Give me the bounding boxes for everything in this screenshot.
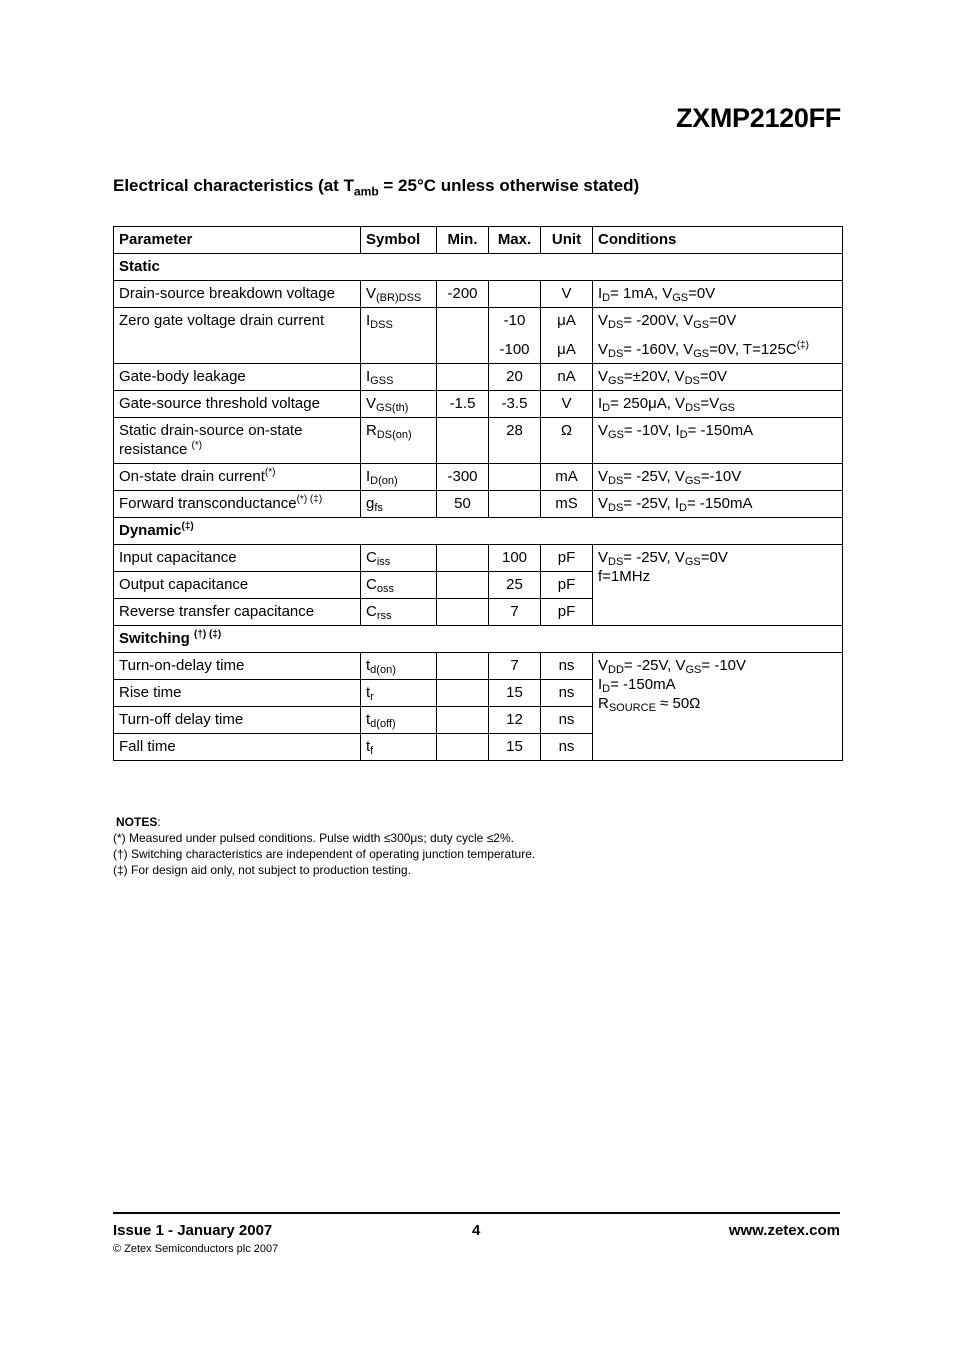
cond-text: = -160V, V <box>623 341 694 358</box>
part-number-title: ZXMP2120FF <box>675 103 841 133</box>
symbol-sub: DSS <box>370 319 393 331</box>
symbol-sub: GS(th) <box>376 402 409 414</box>
max-cell: 25 <box>489 572 541 599</box>
symbol-main: C <box>366 603 377 620</box>
param-sup: (*) <box>191 440 203 451</box>
max-cell <box>489 308 541 364</box>
min-cell <box>437 680 489 707</box>
param-sup: (*) <box>264 467 276 478</box>
max-cell: -3.5 <box>489 391 541 418</box>
param-cell <box>114 491 361 518</box>
cond-sup: (‡) <box>796 340 809 351</box>
group-row-static <box>114 254 843 281</box>
symbol-cell <box>361 545 437 572</box>
cond-line-1 <box>598 656 837 675</box>
param-cell <box>114 464 361 491</box>
symbol-cell <box>361 418 437 464</box>
min-cell <box>437 707 489 734</box>
unit-cell: ns <box>541 653 593 680</box>
symbol-cell <box>361 707 437 734</box>
website-link[interactable]: www.zetex.com <box>728 1222 840 1239</box>
header-parameter: Parameter <box>114 227 361 254</box>
cond-sub: DS <box>608 502 624 514</box>
cond-text: V <box>598 312 609 329</box>
cond-sub: D <box>679 502 687 514</box>
symbol-sub: (BR)DSS <box>376 292 422 304</box>
symbol-cell <box>361 281 437 308</box>
cond-sub: D <box>602 402 611 414</box>
cond-text: =0V <box>688 285 716 302</box>
cond-sub: GS <box>693 319 710 331</box>
group-sup: (‡) <box>181 521 194 532</box>
cond-text: =0V <box>699 368 727 385</box>
unit-cell: ns <box>541 707 593 734</box>
group-text: Switching <box>119 630 194 647</box>
max-cell <box>489 491 541 518</box>
footer-issue: Issue 1 - January 2007 <box>113 1222 273 1239</box>
max-cell: 20 <box>489 364 541 391</box>
cond-text: I <box>598 285 603 302</box>
symbol-sub: oss <box>376 583 394 595</box>
cond-sub: GS <box>608 429 624 441</box>
cond-sub: D <box>679 429 688 441</box>
cond-text: V <box>598 368 609 385</box>
group-sup: (†) (‡) <box>194 629 222 640</box>
cond-line-2 <box>598 340 837 359</box>
symbol-sub: DS(on) <box>376 429 412 441</box>
cond-text: V <box>598 549 609 566</box>
cond-text: ≈ 50Ω <box>655 695 701 712</box>
table-row <box>114 308 843 364</box>
cond-text: V <box>598 422 609 439</box>
param-text: Static drain-source on-state resistance <box>119 422 303 458</box>
table-row <box>114 391 843 418</box>
symbol-cell <box>361 491 437 518</box>
conditions-cell <box>593 364 843 391</box>
unit-cell: ns <box>541 680 593 707</box>
max-cell: 28 <box>489 418 541 464</box>
symbol-main: t <box>366 657 371 674</box>
symbol-cell <box>361 391 437 418</box>
cond-sub: DS <box>608 348 624 360</box>
cond-text: =0V <box>709 312 737 329</box>
group-row-switching <box>114 626 843 653</box>
max-cell: 12 <box>489 707 541 734</box>
cond-text: = -150mA <box>610 676 676 693</box>
cond-text: = -25V, V <box>623 549 685 566</box>
param-sup: (*) (‡) <box>296 494 323 505</box>
table-row <box>114 281 843 308</box>
header-min: Min. <box>437 227 489 254</box>
note-item: (‡) For design aid only, not subject to production testing. <box>113 863 411 877</box>
symbol-main: g <box>366 495 375 512</box>
cond-text: = -10V <box>701 657 747 674</box>
notes-colon: : <box>157 815 161 829</box>
max-value-1: -10 <box>503 312 526 329</box>
cond-text: = -25V, V <box>623 468 685 485</box>
unit-cell: ns <box>541 734 593 761</box>
symbol-sub: f <box>370 745 374 757</box>
symbol-sub: fs <box>374 502 383 514</box>
min-cell: -200 <box>437 281 489 308</box>
param-cell: Reverse transfer capacitance <box>114 599 361 626</box>
cond-sub: D <box>602 292 611 304</box>
header-max: Max. <box>489 227 541 254</box>
unit-cell: pF <box>541 599 593 626</box>
note-item: (*) Measured under pulsed conditions. Pulse width ≤300μs; duty cycle ≤2%. <box>113 831 514 845</box>
section-heading <box>113 176 639 198</box>
symbol-cell <box>361 572 437 599</box>
unit-value-2: μA <box>557 341 576 358</box>
min-cell <box>437 545 489 572</box>
group-label <box>114 626 843 653</box>
min-cell <box>437 734 489 761</box>
unit-cell: mA <box>541 464 593 491</box>
conditions-cell <box>593 545 843 626</box>
symbol-main: t <box>366 738 371 755</box>
symbol-main: t <box>366 684 371 701</box>
group-row-dynamic <box>114 518 843 545</box>
max-cell: 15 <box>489 680 541 707</box>
cond-text: = -150mA <box>687 422 754 439</box>
table-row <box>114 464 843 491</box>
symbol-main: t <box>366 711 371 728</box>
max-cell: 100 <box>489 545 541 572</box>
symbol-cell <box>361 464 437 491</box>
notes-heading <box>113 814 535 830</box>
unit-cell: pF <box>541 572 593 599</box>
max-cell: 15 <box>489 734 541 761</box>
heading-text-rest: = 25°C unless otherwise stated) <box>378 176 640 195</box>
symbol-sub: r <box>370 691 374 703</box>
table-row <box>114 653 843 680</box>
unit-cell: nA <box>541 364 593 391</box>
min-cell <box>437 364 489 391</box>
symbol-cell <box>361 364 437 391</box>
cond-text: V <box>598 341 609 358</box>
cond-sub: DS <box>684 375 700 387</box>
cond-sub: DS <box>608 319 624 331</box>
min-cell <box>437 572 489 599</box>
symbol-sub: d(on) <box>370 664 396 676</box>
param-text: Forward transconductance <box>119 495 297 512</box>
max-cell: 7 <box>489 653 541 680</box>
symbol-main: C <box>366 576 377 593</box>
param-cell: Turn-off delay time <box>114 707 361 734</box>
cond-text: R <box>598 695 609 712</box>
conditions-cell <box>593 281 843 308</box>
notes-title: NOTES <box>116 815 158 829</box>
min-cell <box>437 653 489 680</box>
param-cell: Output capacitance <box>114 572 361 599</box>
unit-value-1: μA <box>557 312 576 329</box>
footer-divider <box>113 1212 840 1214</box>
cond-text: = -25V, V <box>623 657 686 674</box>
max-value-2: -100 <box>499 341 530 358</box>
max-cell <box>489 281 541 308</box>
symbol-main: I <box>366 468 371 485</box>
cond-text: =0V <box>700 549 728 566</box>
cond-sub: GS <box>685 664 702 676</box>
cond-sub: GS <box>684 556 701 568</box>
table-row <box>114 418 843 464</box>
cond-text: =±20V, V <box>623 368 685 385</box>
cond-sub: DD <box>608 664 624 676</box>
param-cell: Rise time <box>114 680 361 707</box>
symbol-sub: GSS <box>370 375 394 387</box>
cond-sub: SOURCE <box>608 702 656 714</box>
symbol-cell <box>361 734 437 761</box>
param-text: On-state drain current <box>119 468 265 485</box>
cond-text: =-10V <box>700 468 742 485</box>
max-cell: 7 <box>489 599 541 626</box>
cond-text: = 1mA, V <box>610 285 673 302</box>
table-row <box>114 545 843 572</box>
min-cell <box>437 308 489 364</box>
cond-sub: GS <box>672 292 689 304</box>
param-cell: Gate-body leakage <box>114 364 361 391</box>
table-header-row <box>114 227 843 254</box>
cond-sub: D <box>602 683 611 695</box>
header-unit: Unit <box>541 227 593 254</box>
symbol-cell <box>361 680 437 707</box>
unit-cell: Ω <box>541 418 593 464</box>
cond-text: = 250μA, V <box>610 395 686 412</box>
heading-text: Electrical characteristics (at T <box>113 176 354 195</box>
param-cell <box>114 418 361 464</box>
cond-text: = -200V, V <box>623 312 694 329</box>
param-cell: Drain-source breakdown voltage <box>114 281 361 308</box>
heading-subscript: amb <box>353 184 379 199</box>
param-cell: Fall time <box>114 734 361 761</box>
conditions-cell <box>593 391 843 418</box>
cond-text: V <box>598 657 609 674</box>
cond-line-1 <box>598 311 837 330</box>
cond-text: =0V, T=125C <box>709 341 797 358</box>
symbol-sub: d(off) <box>370 718 396 730</box>
cond-text: = -150mA <box>687 495 753 512</box>
copyright-notice: © Zetex Semiconductors plc 2007 <box>113 1243 279 1255</box>
page-number: 4 <box>472 1222 481 1239</box>
min-cell <box>437 418 489 464</box>
cond-line-3 <box>598 694 837 713</box>
symbol-cell <box>361 599 437 626</box>
conditions-cell <box>593 308 843 364</box>
param-cell: Zero gate voltage drain current <box>114 308 361 364</box>
cond-text: = -25V, I <box>623 495 680 512</box>
conditions-cell <box>593 464 843 491</box>
param-cell: Gate-source threshold voltage <box>114 391 361 418</box>
group-text: Dynamic <box>119 522 182 539</box>
param-cell: Turn-on-delay time <box>114 653 361 680</box>
conditions-cell <box>593 418 843 464</box>
symbol-cell <box>361 308 437 364</box>
cond-text: V <box>598 468 609 485</box>
symbol-sub: rss <box>376 610 392 622</box>
cond-text: =V <box>700 395 720 412</box>
cond-sub: DS <box>608 475 624 487</box>
cond-line-1 <box>598 548 837 567</box>
min-cell <box>437 599 489 626</box>
min-cell: 50 <box>437 491 489 518</box>
header-symbol: Symbol <box>361 227 437 254</box>
symbol-cell <box>361 653 437 680</box>
electrical-characteristics-table <box>113 226 843 761</box>
unit-cell: pF <box>541 545 593 572</box>
table-row <box>114 364 843 391</box>
symbol-main: C <box>366 549 377 566</box>
header-conditions: Conditions <box>593 227 843 254</box>
group-label: Static <box>114 254 843 281</box>
symbol-sub: D(on) <box>370 475 398 487</box>
cond-sub: GS <box>693 348 710 360</box>
cond-text: V <box>598 495 609 512</box>
notes-block <box>113 814 535 878</box>
conditions-cell <box>593 653 843 761</box>
cond-sub: DS <box>685 402 701 414</box>
symbol-main: V <box>366 285 377 302</box>
param-cell: Input capacitance <box>114 545 361 572</box>
conditions-cell <box>593 491 843 518</box>
cond-text: I <box>598 676 603 693</box>
cond-line-2 <box>598 675 837 694</box>
cond-text: I <box>598 395 603 412</box>
cond-sub: GS <box>608 375 624 387</box>
symbol-main: V <box>366 395 377 412</box>
unit-cell: mS <box>541 491 593 518</box>
symbol-main: I <box>366 368 371 385</box>
cond-sub: GS <box>684 475 701 487</box>
cond-line-2: f=1MHz <box>598 568 651 585</box>
table-row <box>114 491 843 518</box>
symbol-main: R <box>366 422 377 439</box>
unit-cell: V <box>541 281 593 308</box>
max-cell <box>489 464 541 491</box>
cond-sub: DS <box>608 556 624 568</box>
group-label <box>114 518 843 545</box>
note-item: (†) Switching characteristics are independent of operating junction temperature. <box>113 847 536 861</box>
min-cell: -1.5 <box>437 391 489 418</box>
symbol-main: I <box>366 312 371 329</box>
symbol-sub: iss <box>376 556 391 568</box>
cond-text: = -10V, I <box>623 422 680 439</box>
unit-cell: V <box>541 391 593 418</box>
cond-sub: GS <box>719 402 736 414</box>
min-cell: -300 <box>437 464 489 491</box>
unit-cell <box>541 308 593 364</box>
